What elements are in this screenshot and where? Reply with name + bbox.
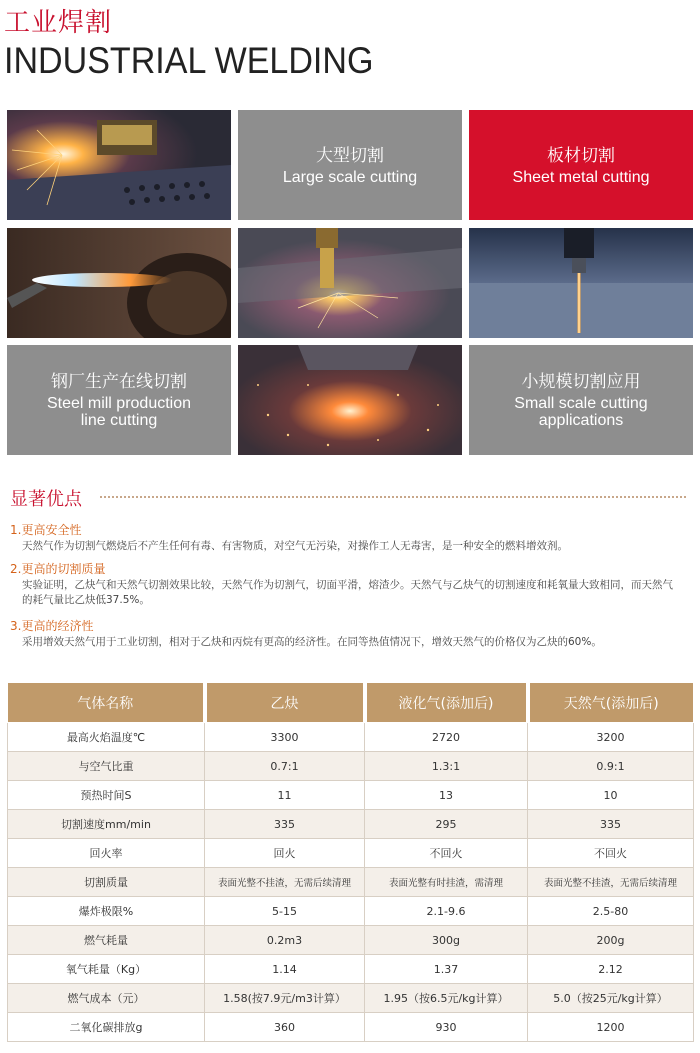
table-cell: 0.7:1 xyxy=(205,752,365,781)
table-cell: 0.9:1 xyxy=(528,752,694,781)
table-row xyxy=(8,752,694,781)
advantage-text: 采用增效天然气用于工业切割，相对于乙炔和丙烷有更高的经济性。在同等热值情况下，增效天然气的价格仅为乙炔的60%。 xyxy=(22,636,602,648)
welding-photo-2 xyxy=(7,228,231,338)
row-label: 最高火焰温度℃ xyxy=(8,723,205,752)
table-cell: 3200 xyxy=(528,723,694,752)
row-label: 爆炸极限% xyxy=(8,897,205,926)
tile-label-en-line2: line cutting xyxy=(80,412,158,429)
tile-label-en: Large scale cutting xyxy=(282,168,418,186)
table-cell: 5.0（按25元/kg计算） xyxy=(528,984,694,1013)
table-cell: 200g xyxy=(528,926,694,955)
tile-sheet-metal-cutting xyxy=(469,110,693,220)
column-header: 天然气(添加后) xyxy=(528,683,694,723)
table-cell: 2720 xyxy=(365,723,528,752)
tile-large-scale-cutting xyxy=(238,110,462,220)
advantage-title: 2.更高的切割质量 xyxy=(10,562,106,576)
table-cell: 13 xyxy=(365,781,528,810)
welding-photo-5 xyxy=(238,345,462,455)
table-row xyxy=(8,868,694,897)
table-row xyxy=(8,781,694,810)
tile-label-cn: 大型切割 xyxy=(316,145,384,166)
column-header: 气体名称 xyxy=(8,683,205,723)
table-cell: 1.58(按7.9元/m3计算） xyxy=(205,984,365,1013)
table-cell: 0.2m3 xyxy=(205,926,365,955)
table-cell: 不回火 xyxy=(365,839,528,868)
table-cell: 1.37 xyxy=(365,955,528,984)
table-cell: 回火 xyxy=(205,839,365,868)
tile-label-cn: 小规模切割应用 xyxy=(521,372,641,392)
table-row xyxy=(8,955,694,984)
advantages-title: 显著优点 xyxy=(10,489,82,510)
welding-photo-1 xyxy=(7,110,231,220)
column-header: 乙炔 xyxy=(205,683,365,723)
table-cell: 360 xyxy=(205,1013,365,1042)
row-label: 燃气成本（元） xyxy=(8,984,205,1013)
table-header-row xyxy=(8,683,694,723)
tile-label-en: Sheet metal cutting xyxy=(512,168,650,186)
table-cell: 表面光整不挂渣，无需后续清理 xyxy=(205,868,365,897)
table-cell: 10 xyxy=(528,781,694,810)
advantage-title: 3.更高的经济性 xyxy=(10,619,94,633)
tile-label-en-line1: Steel mill production xyxy=(46,395,192,412)
table-cell: 1.14 xyxy=(205,955,365,984)
advantage-text: 实验证明，乙炔气和天然气切割效果比较，天然气作为切割气，切面平滑，熔渣少。天然气与乙炔气的切割速度和耗氧量大致相同，而天然气的耗气量比乙炔低37.5%。 xyxy=(22,579,673,606)
table-cell: 1200 xyxy=(528,1013,694,1042)
gas-comparison-table xyxy=(7,682,694,1042)
advantage-text: 天然气作为切割气燃烧后不产生任何有毒、有害物质，对空气无污染，对操作工人无毒害，是一种安全的燃料增效剂。 xyxy=(22,540,568,552)
row-label: 燃气耗量 xyxy=(8,926,205,955)
row-label: 切割质量 xyxy=(8,868,205,897)
welding-photo-4 xyxy=(469,228,693,338)
row-label: 二氧化碳排放g xyxy=(8,1013,205,1042)
tile-label-en-line1: Small scale cutting xyxy=(514,395,648,412)
table-cell: 2.1-9.6 xyxy=(365,897,528,926)
advantage-title: 1.更高安全性 xyxy=(10,523,82,537)
table-cell: 2.5-80 xyxy=(528,897,694,926)
table-cell: 5-15 xyxy=(205,897,365,926)
table-cell: 1.95（按6.5元/kg计算） xyxy=(365,984,528,1013)
tile-label-cn: 板材切割 xyxy=(547,145,615,166)
column-header: 液化气(添加后) xyxy=(365,683,528,723)
table-cell: 11 xyxy=(205,781,365,810)
row-label: 回火率 xyxy=(8,839,205,868)
table-cell: 2.12 xyxy=(528,955,694,984)
row-label: 预热时间S xyxy=(8,781,205,810)
page-title-en: INDUSTRIAL WELDING xyxy=(4,40,374,81)
table-cell: 1.3:1 xyxy=(365,752,528,781)
table-cell: 335 xyxy=(528,810,694,839)
image-grid xyxy=(7,110,693,455)
table-row xyxy=(8,926,694,955)
table-cell: 不回火 xyxy=(528,839,694,868)
row-label: 切割速度mm/min xyxy=(8,810,205,839)
table-row xyxy=(8,984,694,1013)
table-row xyxy=(8,810,694,839)
row-label: 与空气比重 xyxy=(8,752,205,781)
welding-photo-3 xyxy=(238,228,462,338)
table-cell: 300g xyxy=(365,926,528,955)
table-cell: 295 xyxy=(365,810,528,839)
tile-steel-mill-cutting xyxy=(7,345,231,455)
page-title-cn: 工业焊割 xyxy=(4,8,113,38)
table-row xyxy=(8,897,694,926)
table-cell: 表面光整不挂渣，无需后续清理 xyxy=(528,868,694,897)
tile-small-scale-cutting xyxy=(469,345,693,455)
table-row xyxy=(8,1013,694,1042)
tile-label-en-line2: applications xyxy=(538,412,624,429)
table-cell: 表面光整有时挂渣，需清理 xyxy=(365,868,528,897)
table-cell: 3300 xyxy=(205,723,365,752)
table-row xyxy=(8,723,694,752)
row-label: 氧气耗量（Kg） xyxy=(8,955,205,984)
tile-label-cn: 钢厂生产在线切割 xyxy=(51,372,187,392)
section-divider xyxy=(100,496,686,498)
table-cell: 930 xyxy=(365,1013,528,1042)
table-cell: 335 xyxy=(205,810,365,839)
table-row xyxy=(8,839,694,868)
